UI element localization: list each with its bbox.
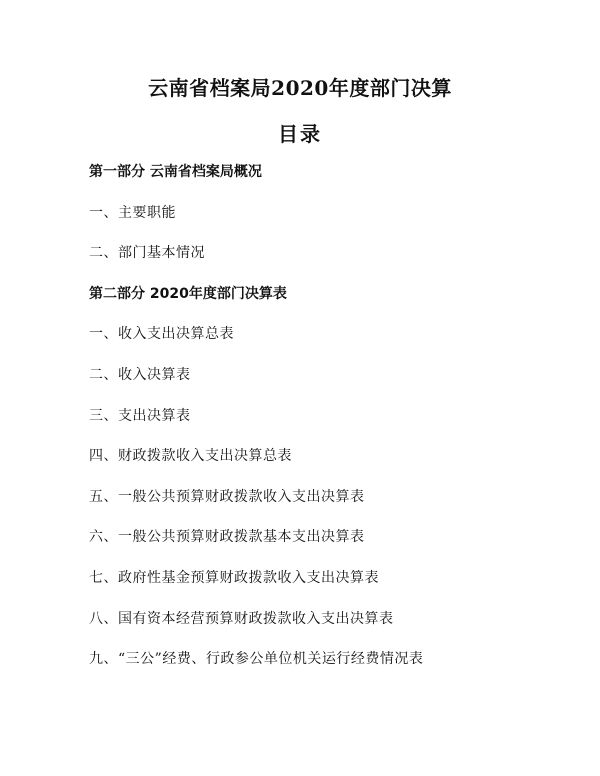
- toc-item: 四、财政拨款收入支出决算总表: [89, 448, 292, 465]
- toc-item: 五、一般公共预算财政拨款收入支出决算表: [89, 488, 365, 505]
- toc-part-heading: 第一部分 云南省档案局概况: [89, 164, 262, 180]
- toc-item: 七、政府性基金预算财政拨款收入支出决算表: [89, 569, 379, 586]
- toc-part-heading: 第二部分 2020年度部门决算表: [89, 285, 287, 302]
- toc-item: 一、主要职能: [89, 204, 176, 221]
- toc-item: 二、部门基本情况: [89, 245, 205, 262]
- toc-item: 六、一般公共预算财政拨款基本支出决算表: [89, 529, 365, 546]
- toc-item: 三、支出决算表: [89, 407, 191, 424]
- table-of-contents: [89, 160, 559, 688]
- toc-item: 二、收入决算表: [89, 366, 191, 383]
- document-title: 云南省档案局2020年度部门决算: [148, 76, 452, 100]
- toc-heading: 目录: [278, 122, 322, 146]
- toc-item: 一、收入支出决算总表: [89, 326, 234, 343]
- toc-item: 八、国有资本经营预算财政拨款收入支出决算表: [89, 610, 394, 627]
- toc-item: 九、“三公”经费、行政参公单位机关运行经费情况表: [89, 651, 424, 668]
